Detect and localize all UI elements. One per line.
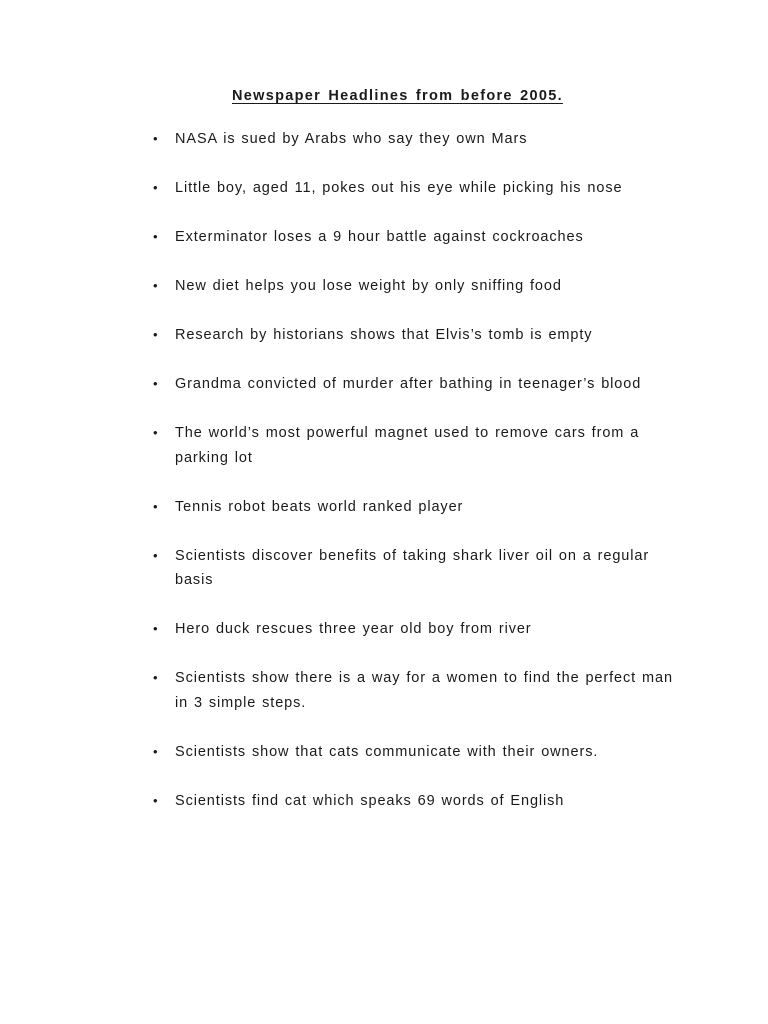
headline-text: Scientists show there is a way for a women to find the perfect man in 3 simple steps. [175,670,673,711]
bullet-icon: • [153,180,159,195]
headline-item [150,421,690,470]
headline-item [150,274,690,299]
headline-item [150,225,690,250]
headline-item [150,372,690,397]
bullet-icon: • [153,743,159,759]
bullet-icon: • [153,229,159,244]
headline-item [150,740,690,765]
headline-text: Exterminator loses a 9 hour battle against cockroaches [175,229,584,245]
headline-item [150,666,690,715]
bullet-icon: • [153,278,159,293]
document-title: Newspaper Headlines from before 2005. [232,88,563,104]
headline-text: Research by historians shows that Elvis’s tomb is empty [175,327,593,343]
bullet-icon: • [153,547,159,563]
headline-text: New diet helps you lose weight by only sniffing food [175,278,562,294]
headline-text: The world’s most powerful magnet used to remove cars from a parking lot [175,425,640,466]
headline-list [150,127,690,838]
headline-text: NASA is sued by Arabs who say they own Mars [175,131,528,147]
headline-item [150,544,690,593]
headline-text: Tennis robot beats world ranked player [175,498,464,515]
headline-item [150,323,690,348]
bullet-icon: • [153,425,159,440]
headline-item [150,495,690,520]
headline-text: Little boy, aged 11, pokes out his eye while picking his nose [175,180,623,196]
bullet-icon: • [153,498,159,514]
headline-item [150,176,690,201]
headline-text: Hero duck rescues three year old boy from river [175,621,532,637]
bullet-icon: • [153,792,159,808]
headline-text: Grandma convicted of murder after bathing in teenager’s blood [175,376,642,392]
headline-text: Scientists discover benefits of taking shark liver oil on a regular basis [175,547,650,588]
bullet-icon: • [153,376,159,391]
headline-item [150,127,690,152]
bullet-icon: • [153,670,159,685]
bullet-icon: • [153,131,159,146]
headline-item [150,617,690,642]
headline-text: Scientists show that cats communicate with their owners. [175,743,599,760]
bullet-icon: • [153,327,159,342]
headline-item [150,789,690,814]
headline-text: Scientists find cat which speaks 69 words of English [175,792,565,809]
bullet-icon: • [153,621,159,636]
